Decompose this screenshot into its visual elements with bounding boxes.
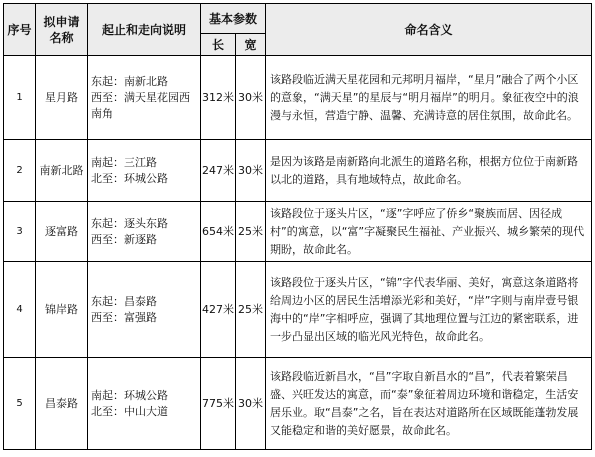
direction-end: 西至：新逐路 (91, 232, 157, 246)
cell-name: 昌泰路 (36, 358, 88, 450)
cell-width: 25米 (236, 202, 266, 262)
cell-width: 25米 (236, 262, 266, 358)
cell-length: 312米 (201, 56, 236, 140)
direction-end: 西至：满天星花园西南角 (91, 90, 190, 120)
direction-start: 东起：昌泰路 (91, 294, 157, 308)
cell-index: 2 (4, 140, 36, 202)
cell-length: 427米 (201, 262, 236, 358)
cell-meaning: 是因为该路是南新路向北派生的道路名称，根据方位位于南新路以北的道路，具有地域特点，故此命名。 (266, 140, 592, 202)
cell-direction (88, 140, 201, 202)
table-row (4, 56, 592, 140)
header-direction: 起止和走向说明 (88, 4, 201, 56)
cell-width: 30米 (236, 56, 266, 140)
cell-meaning: 该路段位于逐头片区，“锦”字代表华丽、美好，寓意这条道路将给周边小区的居民生活增添光彩和美好，“岸”字则与南岸壹号银海中的“岸”字相呼应，强调了其地理位置与江边的紧密联系，进一步凸显出区域的临光风光特色，故命此名。 (266, 262, 592, 358)
direction-end: 西至：富强路 (91, 310, 157, 324)
cell-index: 4 (4, 262, 36, 358)
cell-length: 654米 (201, 202, 236, 262)
cell-meaning: 该路段位于逐头片区，“逐”字呼应了侨乡“聚族而居、因径成村”的寓意，以“富”字凝聚民生福祉、产业振兴、城乡繁荣的现代期盼，故命此名。 (266, 202, 592, 262)
cell-meaning: 该路段临近满天星花园和元邦明月福岸，“星月”融合了两个小区的意象，“满天星”的星辰与“明月福岸”的明月。象征夜空中的浪漫与永恒，营造宁静、温馨、充满诗意的居住氛围，故命此名。 (266, 56, 592, 140)
cell-direction (88, 262, 201, 358)
direction-start: 南起：三江路 (91, 155, 157, 169)
road-naming-table (3, 3, 592, 450)
header-meaning: 命名含义 (266, 4, 592, 56)
direction-end: 北至：环城公路 (91, 171, 168, 185)
cell-direction (88, 56, 201, 140)
header-length: 长 (201, 34, 236, 56)
header-row-top (4, 4, 592, 34)
cell-index: 1 (4, 56, 36, 140)
direction-end: 北至：中山大道 (91, 404, 168, 418)
cell-name: 南新北路 (36, 140, 88, 202)
cell-length: 775米 (201, 358, 236, 450)
direction-start: 东起：逐头东路 (91, 216, 168, 230)
table-row (4, 202, 592, 262)
header-name: 拟申请名称 (36, 4, 88, 56)
header-params: 基本参数 (201, 4, 266, 34)
cell-index: 3 (4, 202, 36, 262)
cell-length: 247米 (201, 140, 236, 202)
cell-meaning: 该路段临近新昌水，“昌”字取自新昌水的“昌”，代表着繁荣昌盛、兴旺发达的寓意，而“泰”象征着周边环境和谐稳定，生活安居乐业。取“昌泰”之名，旨在表达对道路所在区域既能蓬勃发展又能稳定和谐的美好愿景，故命此名。 (266, 358, 592, 450)
cell-direction (88, 358, 201, 450)
cell-name: 锦岸路 (36, 262, 88, 358)
header-width: 宽 (236, 34, 266, 56)
cell-width: 30米 (236, 140, 266, 202)
cell-name: 星月路 (36, 56, 88, 140)
table-row (4, 262, 592, 358)
table-row (4, 140, 592, 202)
header-index: 序号 (4, 4, 36, 56)
cell-index: 5 (4, 358, 36, 450)
cell-name: 逐富路 (36, 202, 88, 262)
cell-direction (88, 202, 201, 262)
cell-width: 30米 (236, 358, 266, 450)
direction-start: 东起：南新北路 (91, 74, 168, 88)
table-row (4, 358, 592, 450)
direction-start: 南起：环城公路 (91, 388, 168, 402)
